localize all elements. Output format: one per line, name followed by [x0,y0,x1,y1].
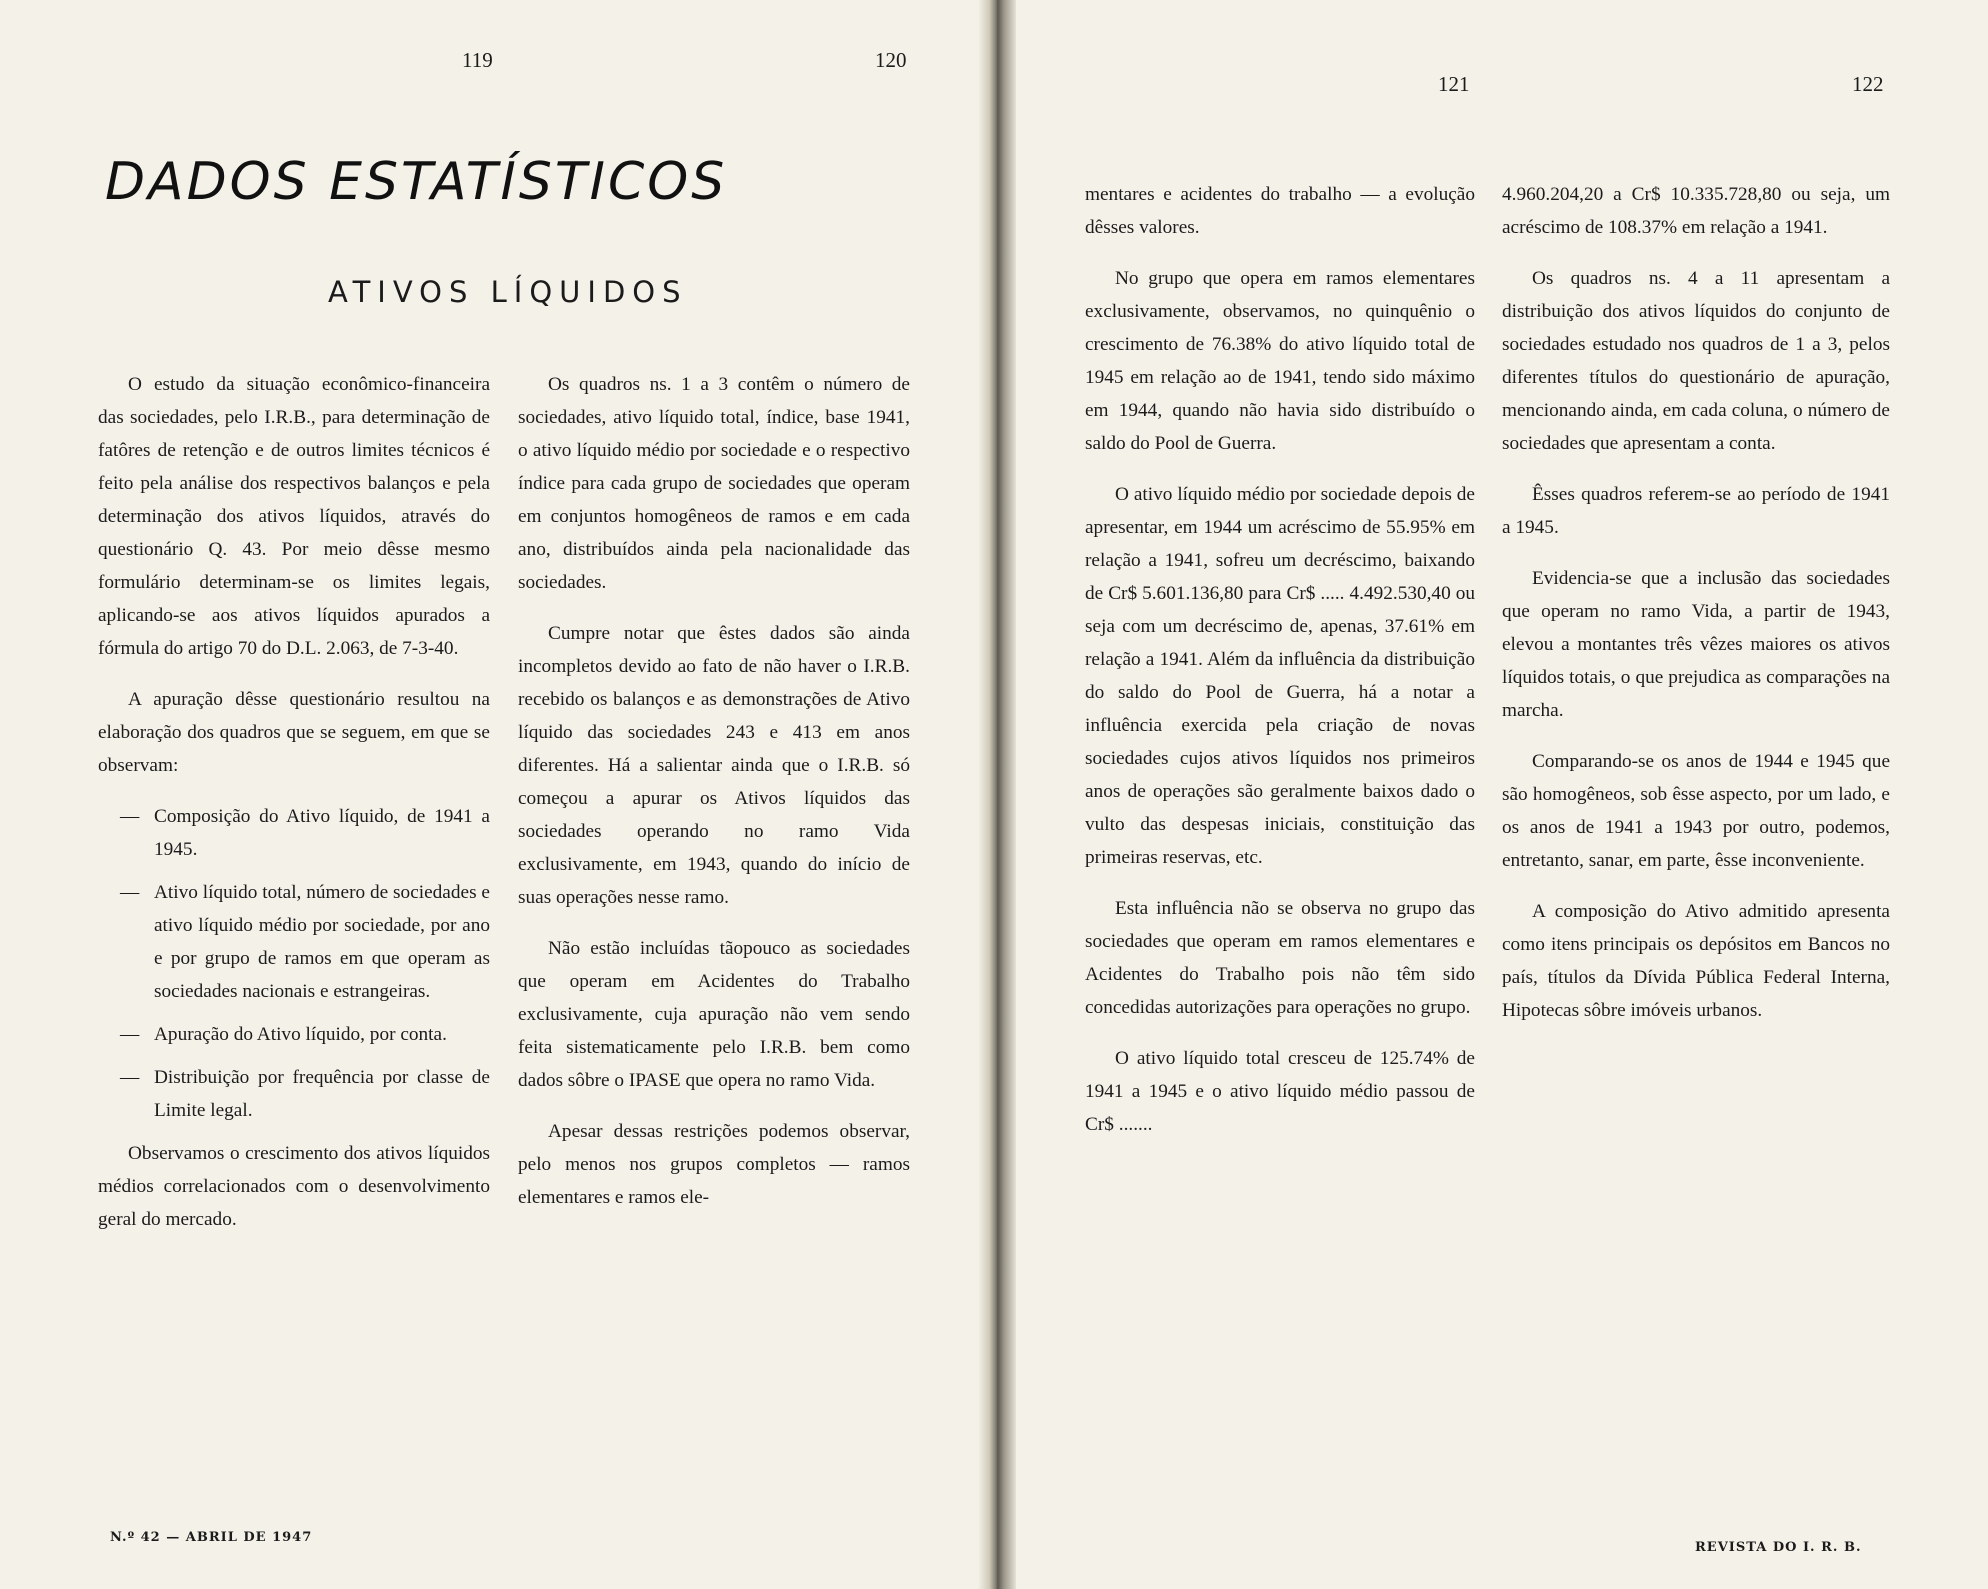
paragraph: O ativo líquido total cresceu de 125.74% de 1941 a 1945 e o ativo líquido médio passou de Cr$ ....... [1085,1048,1475,1135]
page-number-120: 120 [875,48,907,72]
paragraph: Esta influência não se observa no grupo das sociedades que operam em ramos elementares e Acidentes do Trabalho pois não têm sido concedidas autorizações para operações no grupo. [1085,898,1475,1018]
list-item [98,1018,490,1051]
paragraph: No grupo que opera em ramos elementares exclusivamente, observamos, no quinquênio o crescimento de 76.38% do ativo líquido total de 1945 em relação ao de 1941, tendo sido máximo em 1944, quando não havia sido distribuído o saldo do Pool de Guerra. [1085,268,1475,454]
page-number-122: 122 [1852,72,1884,96]
paragraph: 4.960.204,20 a Cr$ 10.335.728,80 ou seja, um acréscimo de 108.37% em relação a 1941. [1502,184,1890,238]
page-number-121: 121 [1438,72,1470,96]
page-title: DADOS ESTATÍSTICOS [105,152,728,212]
list-item-text: Ativo líquido total, número de sociedades e ativo líquido médio por sociedade, por ano e por grupo de ramos em que operam as sociedades nacionais e estrangeiras. [154,882,490,1002]
footer-journal: REVISTA DO I. R. B. [1695,1540,1862,1555]
paragraph: A composição do Ativo admitido apresenta como itens principais os depósitos em Bancos no país, títulos da Dívida Pública Federal Interna, Hipotecas sôbre imóveis urbanos. [1502,901,1890,1021]
right-page [1000,0,1988,1589]
paragraph: O ativo líquido médio por sociedade depois de apresentar, em 1944 um acréscimo de 55.95% em relação a 1941, sofreu um decréscimo, baixando de Cr$ 5.601.136,80 para Cr$ ..... 4.492.530,40 ou seja com um decréscimo de, apenas, 37.61% em relação a 1941. Além da influência da distribuição do saldo do Pool de Guerra, há a notar a influência exercida pela criação de novas sociedades cujos ativos líquidos nos primeiros anos de operações são geralmente baixos dado o vulto das despesas iniciais, constituição das primeiras reservas, etc. [1085,484,1475,868]
left-column-2 [518,368,910,1232]
paragraph: Êsses quadros referem-se ao período de 1941 a 1945. [1502,484,1890,538]
footer-issue: N.º 42 — ABRIL DE 1947 [110,1530,313,1545]
paragraph: Apesar dessas restrições podemos observar, pelo menos nos grupos completos — ramos elementares e ramos ele- [518,1121,910,1208]
list-item-text: Distribuição por frequência por classe de Limite legal. [154,1067,490,1121]
list-item [98,1061,490,1127]
paragraph: Evidencia-se que a inclusão das sociedades que operam no ramo Vida, a partir de 1943, elevou a montantes três vêzes maiores os ativos líquidos totais, o que prejudica as comparações na marcha. [1502,568,1890,721]
paragraph: Os quadros ns. 1 a 3 contêm o número de sociedades, ativo líquido total, índice, base 1941, o ativo líquido médio por sociedade e o respectivo índice para cada grupo de sociedades que operam em conjuntos homogêneos de ramos e em cada ano, distribuídos ainda pela nacionalidade das sociedades. [518,374,910,593]
right-column-1 [1085,178,1475,1159]
paragraph: O estudo da situação econômico-financeira das sociedades, pelo I.R.B., para determinação de fatôres de retenção e de outros limites técnicos é feito pela análise dos respectivos balanços e pela determinação dos ativos líquidos, através do questionário Q. 43. Por meio dêsse mesmo formulário determinam-se os limites legais, aplicando-se aos ativos líquidos apurados a fórmula do artigo 70 do D.L. 2.063, de 7-3-40. [98,374,490,659]
paragraph: Os quadros ns. 4 a 11 apresentam a distribuição dos ativos líquidos do conjunto de sociedades estudado nos quadros de 1 a 3, pelos diferentes títulos do questionário de apuração, mencionando ainda, em cada coluna, o número de sociedades que apresentam a conta. [1502,268,1890,454]
left-page [0,0,990,1589]
section-subtitle: ATIVOS LÍQUIDOS [328,275,688,309]
paragraph: Observamos o crescimento dos ativos líquidos médios correlacionados com o desenvolvimento geral do mercado. [98,1143,490,1230]
paragraph: Não estão incluídas tãopouco as sociedades que operam em Acidentes do Trabalho exclusivamente, cuja apuração não vem sendo feita sistematicamente pelo I.R.B. bem como dados sôbre o IPASE que opera no ramo Vida. [518,938,910,1091]
dash-marker: — [120,1024,140,1045]
paragraph: Cumpre notar que êstes dados são ainda incompletos devido ao fato de não haver o I.R.B. recebido os balanços e as demonstrações de Ativo líquido das sociedades 243 e 413 em anos diferentes. Há a salientar ainda que o I.R.B. só começou a apurar os Ativos líquidos das sociedades operando no ramo Vida exclusivamente, em 1943, quando do início de suas operações nesse ramo. [518,623,910,908]
page-number-119: 119 [462,48,493,72]
list-item-text: Composição do Ativo líquido, de 1941 a 1945. [154,806,490,860]
dash-marker: — [120,1067,140,1088]
right-column-2 [1502,178,1890,1045]
list-item-text: Apuração do Ativo líquido, por conta. [154,1024,447,1045]
list-item [98,800,490,866]
left-column-1 [98,368,490,1254]
paragraph: A apuração dêsse questionário resultou na elaboração dos quadros que se seguem, em que se observam: [98,689,490,776]
dash-marker: — [120,806,140,827]
book-gutter [978,0,1016,1589]
paragraph: mentares e acidentes do trabalho — a evolução dêsses valores. [1085,184,1475,238]
paragraph: Comparando-se os anos de 1944 e 1945 que são homogêneos, sob êsse aspecto, por um lado, e os anos de 1941 a 1943 por outro, podemos, entretanto, sanar, em parte, êsse inconveniente. [1502,751,1890,871]
list-item [98,876,490,1008]
dash-marker: — [120,882,140,903]
